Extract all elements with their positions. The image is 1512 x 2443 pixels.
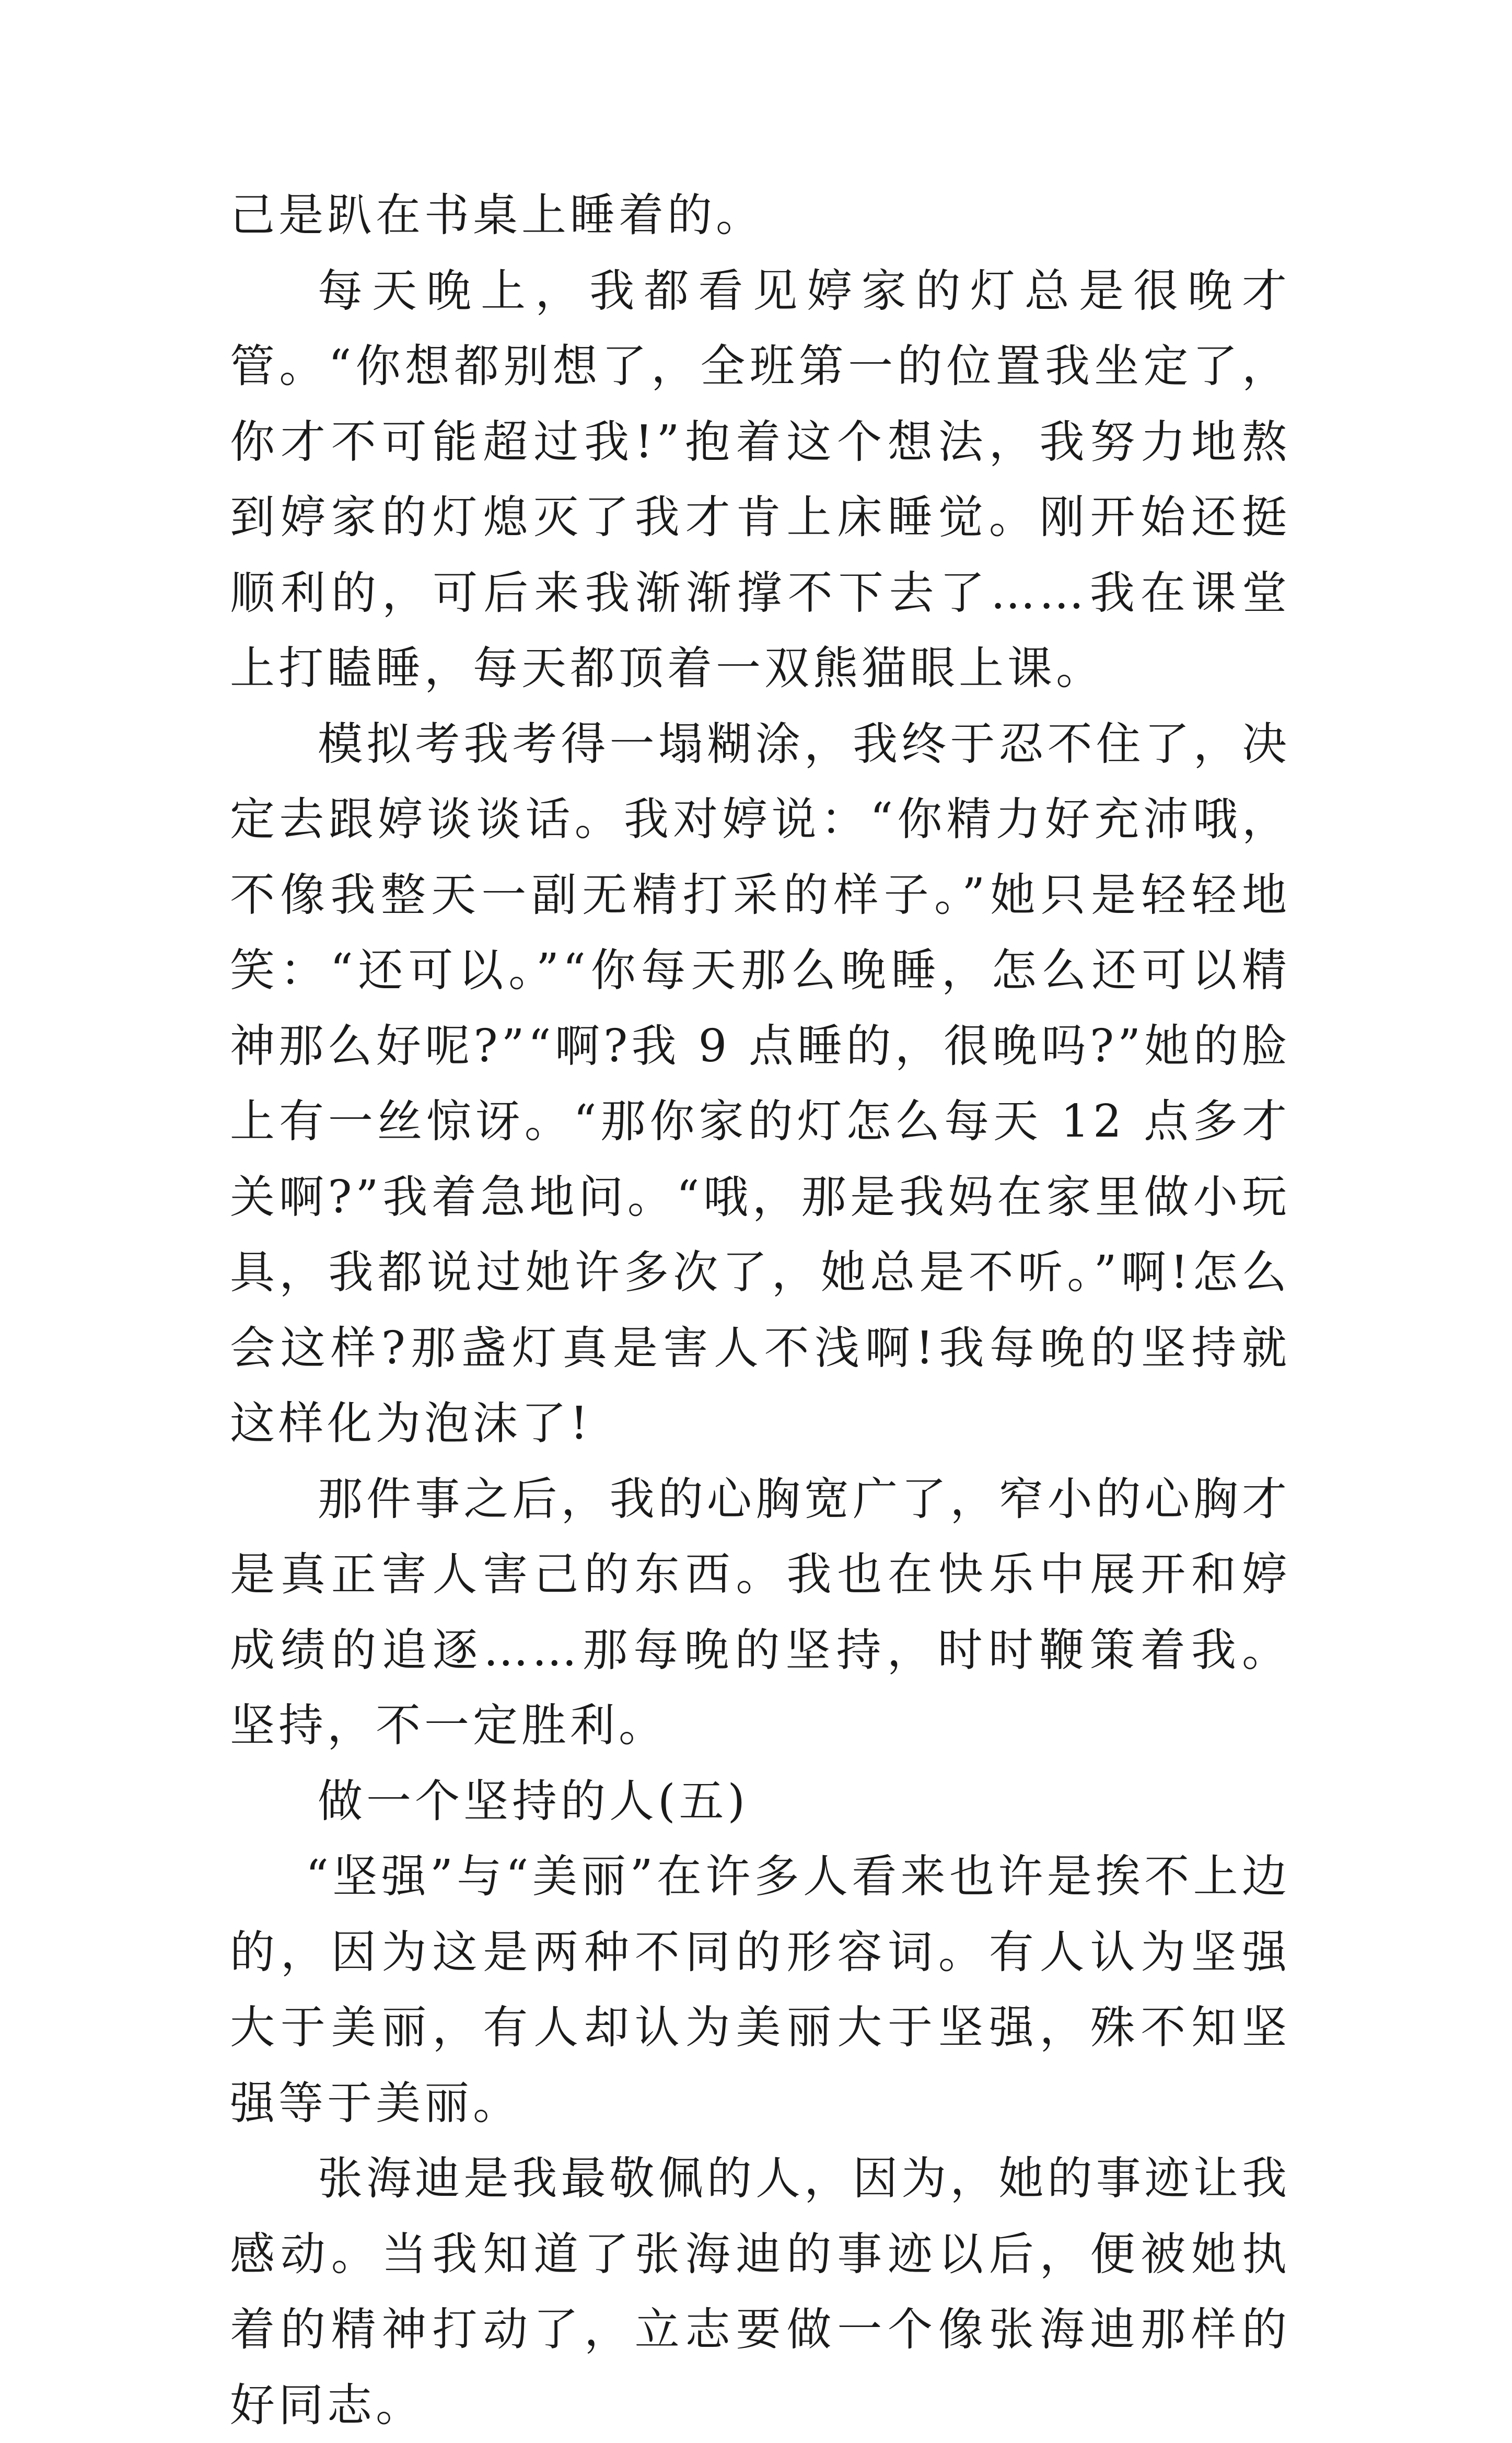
document-body bbox=[230, 178, 1290, 2443]
paragraph-continuation: 己是趴在书桌上睡着的。 bbox=[230, 189, 764, 241]
paragraph-mock-exam-talk: 模拟考我考得一塌糊涂，我终于忍不住了，决定去跟婷谈谈话。我对婷说：“你精力好充沛哦，不像我整天一副无精打采的样子。”她只是轻轻地笑：“还可以。”“你每天那么晚睡，怎么还可以精神那么好呢?”“啊?我 9 点睡的，很晚吗?”她的脸上有一丝惊讶。“那你家的灯怎么每天 12 点多才关啊?”我着急地问。“哦，那是我妈在家里做小玩具，我都说过她许多次了，她总是不听。”啊!怎么会这样?那盏灯真是害人不浅啊!我每晚的坚持就这样化为泡沫了! bbox=[230, 717, 1290, 1450]
paragraph-strength-beauty: “坚强”与“美丽”在许多人看来也许是挨不上边的，因为这是两种不同的形容词。有人认为坚强大于美丽，有人却认为美丽大于坚强，殊不知坚强等于美丽。 bbox=[230, 1850, 1290, 2129]
paragraph-reflection: 那件事之后，我的心胸宽广了，窄小的心胸才是真正害人害己的东西。我也在快乐中展开和婷成绩的追逐……那每晚的坚持，时时鞭策着我。坚持，不一定胜利。 bbox=[230, 1473, 1290, 1752]
paragraph-zhang-haidi: 张海迪是我最敬佩的人，因为，她的事迹让我感动。当我知道了张海迪的事迹以后，便被她执着的精神打动了，立志要做一个像张海迪那样的好同志。 bbox=[230, 2152, 1290, 2432]
paragraph-ting-light: 每天晚上，我都看见婷家的灯总是很晚才管。“你想都别想了，全班第一的位置我坐定了，你才不可能超过我!”抱着这个想法，我努力地熬到婷家的灯熄灭了我才肯上床睡觉。刚开始还挺顺利的，可后来我渐渐撑不下去了……我在课堂上打瞌睡，每天都顶着一双熊猫眼上课。 bbox=[230, 264, 1290, 694]
section-heading: 做一个坚持的人(五) bbox=[318, 1775, 749, 1827]
